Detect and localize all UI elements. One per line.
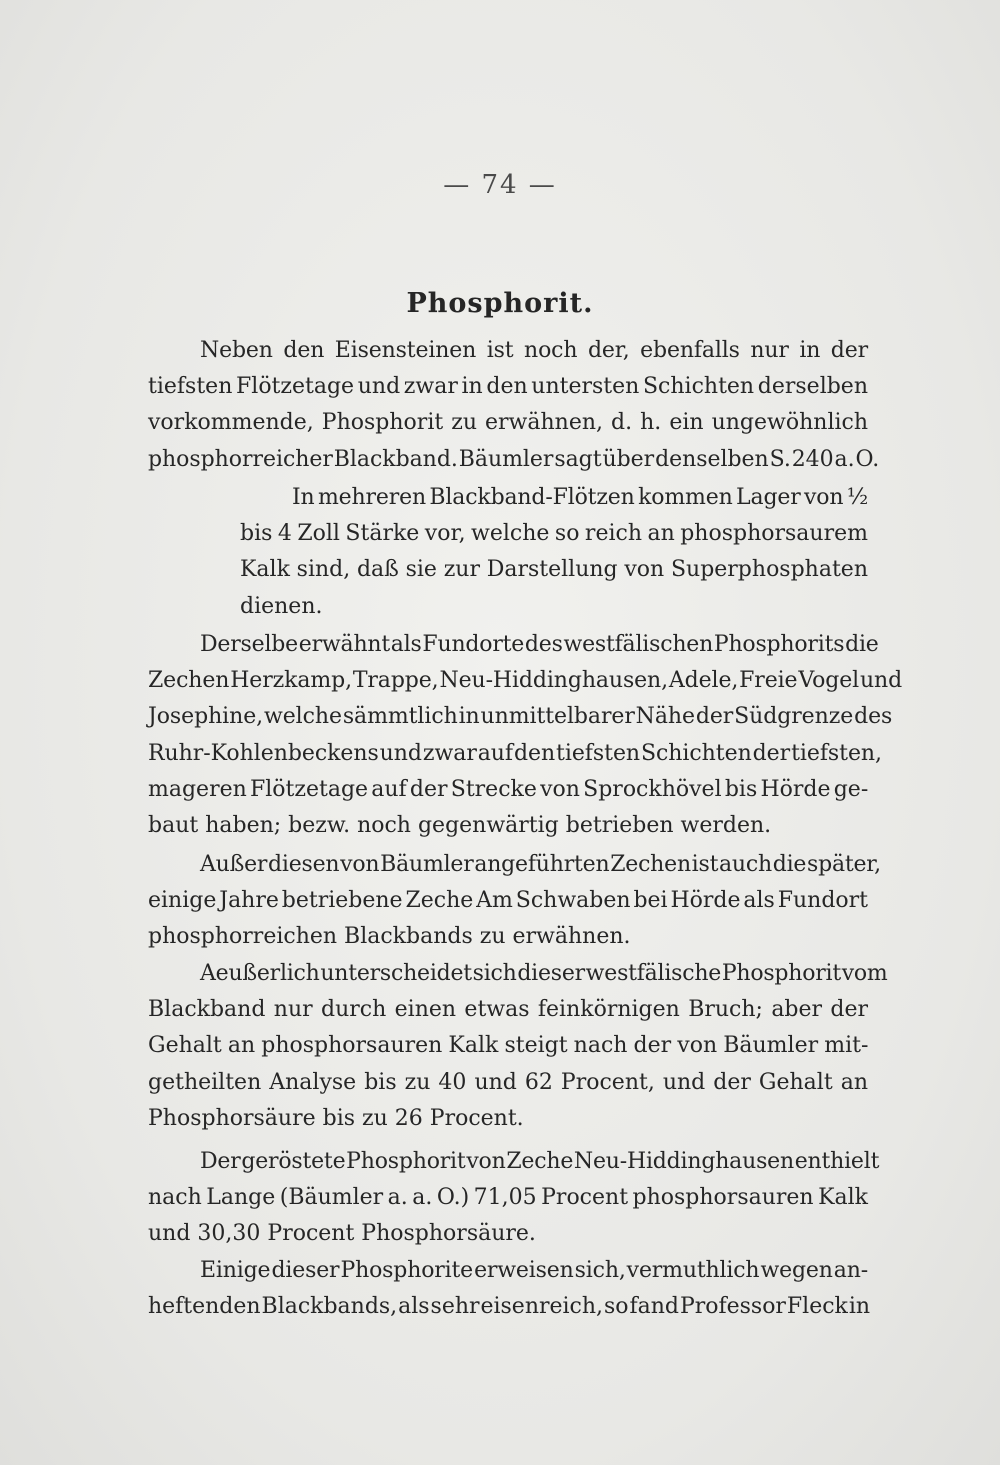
text-line: dienen. (240, 593, 323, 619)
text-line: Blackband nur durch einen etwas feinkörnigen Bruch; aber der (148, 997, 869, 1023)
text-line: Zechen Herzkamp, Trappe, Neu-Hiddinghausen, Adele, Freie Vogel und (148, 668, 903, 694)
text-line: und 30,30 Procent Phosphorsäure. (148, 1221, 536, 1247)
paragraph-4 (148, 847, 881, 956)
text-line: Ruhr-Kohlenbeckens und zwar auf den tiefsten Schichten der tiefsten, (148, 740, 882, 766)
text-line: Phosphorsäure bis zu 26 Procent. (148, 1105, 524, 1131)
paragraph-6 (148, 1144, 880, 1253)
text-line: vorkommende, Phosphorit zu erwähnen, d. h. ein ungewöhnlich (148, 410, 868, 436)
text-line: einige Jahre betriebene Zeche Am Schwaben bei Hörde als Fundort (148, 888, 869, 914)
text-line: Josephine, welche sämmtlich in unmittelbarer Nähe der Südgrenze des (148, 704, 893, 730)
text-line: heftenden Blackbands, als sehr eisenreich, so fand Professor Fleck in (148, 1294, 871, 1320)
paragraph-1 (148, 333, 880, 478)
text-line: mageren Flötzetage auf der Strecke von Sprockhövel bis Hörde ge- (148, 776, 869, 802)
text-line: Außer diesen von Bäumler angeführten Zechen ist auch die später, (200, 852, 881, 877)
text-line: Gehalt an phosphorsauren Kalk steigt nach der von Bäumler mit- (148, 1033, 869, 1059)
text-line: phosphorreicher Blackband. Bäumler sagt über denselben S. 240 a. O. (148, 446, 880, 472)
quotation-paragraph (240, 480, 868, 625)
text-line: Aeußerlich unterscheidet sich dieser westfälische Phosphorit vom (200, 961, 888, 986)
text-line: getheilten Analyse bis zu 40 und 62 Procent, und der Gehalt an (148, 1069, 868, 1095)
text-line: Der geröstete Phosphorit von Zeche Neu-Hiddinghausen enthielt (200, 1149, 880, 1174)
text-line: phosphorreichen Blackbands zu erwähnen. (148, 924, 631, 950)
text-line: baut haben; bezw. noch gegenwärtig betrieben werden. (148, 813, 772, 839)
text-line: Neben den Eisensteinen ist noch der, ebenfalls nur in der (200, 338, 868, 363)
text-line: Derselbe erwähnt als Fundorte des westfälischen Phosphorits die (200, 632, 879, 657)
section-title: Phosphorit. (406, 288, 594, 319)
paragraph-3 (148, 627, 903, 844)
text-line: In mehreren Blackband-Flötzen kommen Lager von ½ (292, 485, 868, 510)
paragraph-5 (148, 956, 888, 1137)
paragraph-7 (148, 1253, 871, 1325)
text-line: Einige dieser Phosphorite erweisen sich, vermuthlich wegen an- (200, 1258, 868, 1283)
text-line: bis 4 Zoll Stärke vor, welche so reich an phosphorsaurem (240, 521, 868, 547)
text-line: nach Lange (Bäumler a. a. O.) 71,05 Procent phosphorsauren Kalk (148, 1185, 868, 1211)
page-number: — 74 — (443, 170, 557, 200)
text-line: tiefsten Flötzetage und zwar in den untersten Schichten derselben (148, 374, 868, 400)
text-line: Kalk sind, daß sie zur Darstellung von Superphosphaten (240, 557, 868, 583)
